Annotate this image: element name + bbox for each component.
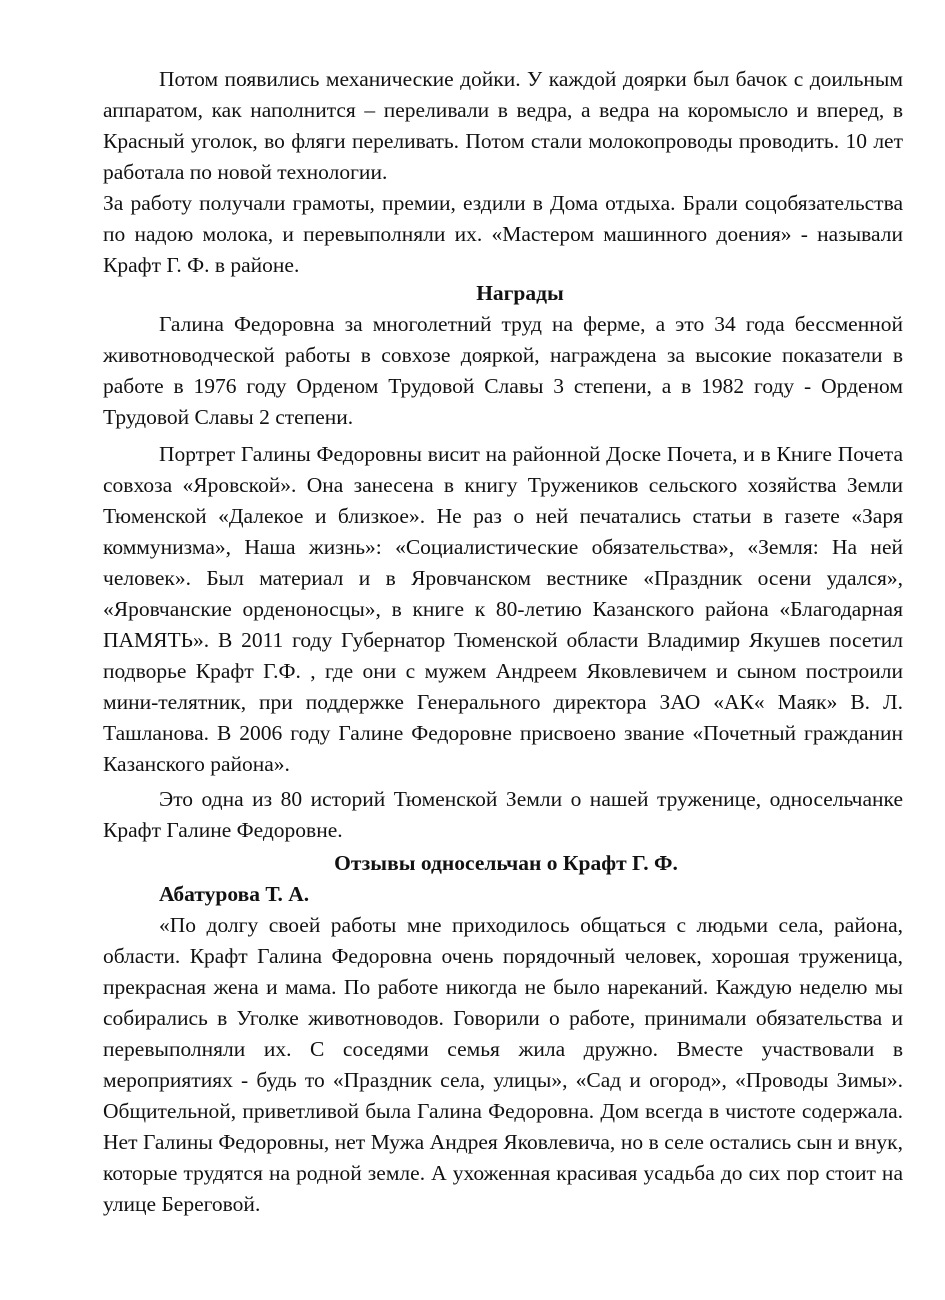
awards-heading: Награды [476,281,564,305]
document-page [103,64,903,1220]
paragraph-obligations: За работу получали грамоты, премии, ездили в Дома отдыха. Брали соцобязательства по надою молока, и перевыполняли их. «Мастером машинного доения» - называли Крафт Г. Ф. в районе. [103,191,903,277]
paragraph-stories: Это одна из 80 историй Тюменской Земли о нашей труженице, односельчанке Крафт Галине Федоровне. [103,787,903,842]
paragraph-honor-board: Портрет Галины Федоровны висит на районной Доске Почета, и в Книге Почета совхоза «Яровской». Она занесена в книгу Тружеников сельского хозяйства Земли Тюменской «Далекое и близкое». Не раз о ней печатались статьи в газете «Заря коммунизма», Наша жизнь»: «Социалистические обязательства», «Земля: На ней человек». Был материал и в Яровчанском вестнике «Праздник осени удался», «Яровчанские орденоносцы», в книге к 80-летию Казанского района «Благодарная ПАМЯТЬ». В 2011 году Губернатор Тюменской области Владимир Якушев посетил подворье Крафт Г.Ф. , где они с мужем Андреем Яковлевичем и сыном построили мини-телятник, при поддержке Генерального директора ЗАО «АК« Маяк» В. Л. Ташланова. В 2006 году Галине Федоровне присвоено звание «Почетный гражданин Казанского района». [103,442,903,776]
paragraph-awards: Галина Федоровна за многолетний труд на ферме, а это 34 года бессменной животноводческой работы в совхозе дояркой, награждена за высокие показатели в работе в 1976 году Орденом Трудовой Славы 3 степени, а в 1982 году - Орденом Трудовой Славы 2 степени. [103,312,903,429]
review-quote: «По долгу своей работы мне приходилось общаться с людьми села, района, области. Крафт Галина Федоровна очень порядочный человек, хорошая труженица, прекрасная жена и мама. По работе никогда не было нареканий. Каждую неделю мы собирались в Уголке животноводов. Говорили о работе, принимали обязательства и перевыполняли их. С соседями семья жила дружно. Вместе участвовали в мероприятиях - будь то «Праздник села, улицы», «Сад и огород», «Проводы Зимы». Общительной, приветливой была Галина Федоровна. Дом всегда в чистоте содержала. Нет Галины Федоровны, нет Мужа Андрея Яковлевича, но в селе остались сын и внук, которые трудятся на родной земле. А ухоженная красивая усадьба до сих пор стоит на улице Береговой. [103,913,903,1216]
paragraph-milking-machines: Потом появились механические дойки. У каждой доярки был бачок с доильным аппаратом, как наполнится – переливали в ведра, а ведра на коромысло и вперед, в Красный уголок, во фляги переливать. Потом стали молокопроводы проводить. 10 лет работала по новой технологии. [103,67,903,184]
review-author: Абатурова Т. А. [159,882,310,906]
reviews-heading: Отзывы односельчан о Крафт Г. Ф. [334,851,678,875]
